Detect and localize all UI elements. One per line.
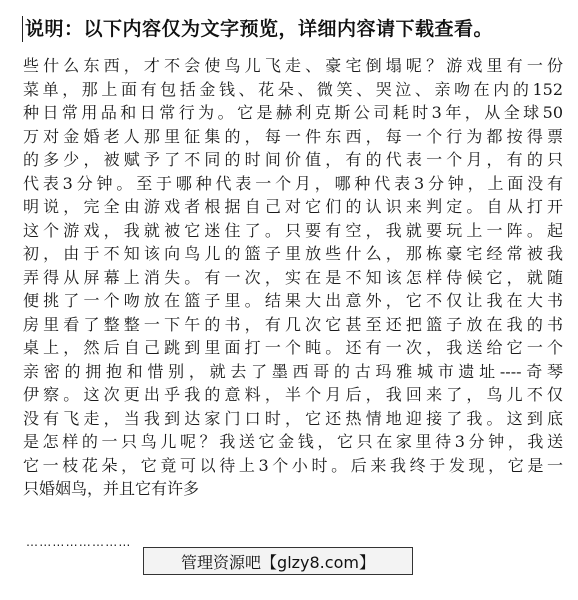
preview-notice <box>22 16 562 42</box>
article-line: 弄得从屏幕上消失。有一次，实在是不知该怎样侍候它，就随 <box>23 267 563 287</box>
article-line: 伊察。这次更出乎我的意料，半个月后，我回来了，鸟儿不仅 <box>23 385 563 404</box>
article-line: 初，由于不知该向鸟儿的篮子里放些什么，那栋豪宅经常被我 <box>23 244 563 263</box>
article-line: 便挑了一个吻放在篮子里。结果大出意外，它不仅让我在大书 <box>23 291 563 310</box>
article-line: 这个游戏，我就被它迷住了。只要有空，我就要玩上一阵。起 <box>23 220 563 240</box>
article-line: 它一枝花朵，它竟可以待上3个小时。后来我终于发现，它是一 <box>23 455 563 475</box>
article-line: 亲密的拥抱和惜别，就去了墨西哥的古玛雅城市遗址----奇琴 <box>23 361 563 381</box>
download-link-button[interactable]: 管理资源吧【glzy8.com】 <box>143 547 413 575</box>
article-line: 种日常用品和日常行为。它是赫利克斯公司耗时3年，从全球50 <box>23 103 563 122</box>
article-line: 桌上，然后自己跳到里面打一个盹。还有一次，我送给它一个 <box>23 338 563 357</box>
article-body <box>23 54 563 501</box>
article-line: 明说，完全由游戏者根据自己对它们的认识来判定。自从打开 <box>23 197 563 216</box>
article-line: 万对金婚老人那里征集的，每一件东西，每一个行为都按得票 <box>23 126 563 146</box>
article-line: 菜单，那上面有包括金钱、花朵、微笑、哭泣、亲吻在内的152 <box>23 79 563 99</box>
article-line: 些什么东西，才不会使鸟儿飞走、豪宅倒塌呢？游戏里有一份 <box>23 56 563 75</box>
preview-notice-text: 说明：以下内容仅为文字预览，详细内容请下载查看。 <box>25 18 494 40</box>
ellipsis-dots: …………………… <box>26 535 132 549</box>
article-line: 只婚姻鸟，并且它有许多 <box>23 479 200 498</box>
article-line: 没有飞走，当我到达家门口时，它还热情地迎接了我。这到底 <box>23 408 563 428</box>
article-line: 房里看了整整一下午的书，有几次它甚至还把篮子放在我的书 <box>23 314 563 334</box>
article-line: 代表3分钟。至于哪种代表一个月，哪种代表3分钟，上面没有 <box>23 173 563 193</box>
article-line: 的多少，被赋予了不同的时间价值，有的代表一个月，有的只 <box>23 150 563 169</box>
article-line: 是怎样的一只鸟儿呢？我送它金钱，它只在家里待3分钟，我送 <box>23 432 563 451</box>
